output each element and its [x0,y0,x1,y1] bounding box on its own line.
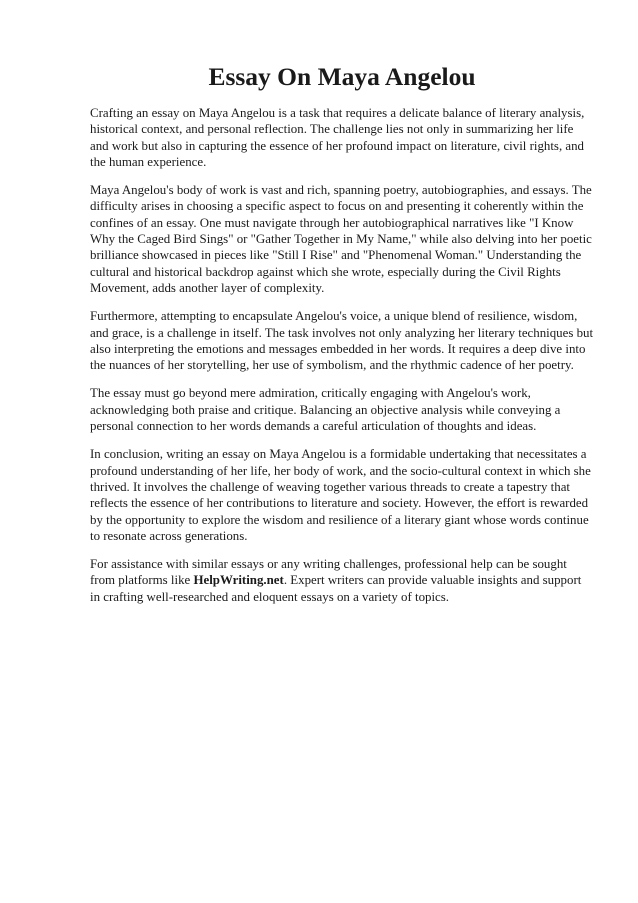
paragraph-voice: Furthermore, attempting to encapsulate Angelou's voice, a unique blend of resilience, wisdom, and grace, is a challenge in itself. The task involves not only analyzing her literary techniques but also interpreting the emotions and messages embedded in her words. It requires a deep dive into the nuances of her storytelling, her use of symbolism, and the rhythmic cadence of her poetry. [90,309,594,373]
paragraph-intro: Crafting an essay on Maya Angelou is a task that requires a delicate balance of literary analysis, historical context, and personal reflection. The challenge lies not only in summarizing her life and work but also in capturing the essence of her profound impact on literature, civil rights, and the human experience. [90,106,585,169]
paragraph-critique: The essay must go beyond mere admiration, critically engaging with Angelou's work, acknowledging both praise and critique. Balancing an objective analysis while conveying a personal connection to her words demands a careful articulation of thoughts and ideas. [90,386,561,434]
helpwriting-link[interactable]: HelpWriting.net [193,573,284,588]
paragraph-conclusion: In conclusion, writing an essay on Maya Angelou is a formidable undertaking that necessitates a profound understanding of her life, her body of work, and the socio-cultural context in which she thrived. It involves the challenge of weaving together various threads to create a tapestry that reflects the essence of her contributions to literature and society. However, the effort is rewarded by the opportunity to explore the wisdom and resilience of a literary giant whose words continue to resonate across generations. [90,447,591,543]
paragraph-body-of-work: Maya Angelou's body of work is vast and rich, spanning poetry, autobiographies, and essays. The difficulty arises in choosing a specific aspect to focus on and presenting it coherently within the confines of an essay. One must navigate through her autobiographical narratives like "I Know Why the Caged Bird Sings" or "Gather Together in My Name," while also delving into her poetic brilliance showcased in pieces like "Still I Rise" and "Phenomenal Woman." Understanding the cultural and historical backdrop against which she wrote, especially during the Civil Rights Movement, adds another layer of complexity. [90,183,592,295]
paragraph-assistance [90,556,594,605]
assistance-text-after: . Expert writers can provide valuable insights and support in crafting well-researched and eloquent essays on a variety of topics. [90,573,582,604]
essay-body [90,105,594,605]
page-title: Essay On Maya Angelou [208,62,476,91]
assistance-text-before: For assistance with similar essays or any writing challenges, professional help can be sought from platforms like [90,557,567,588]
